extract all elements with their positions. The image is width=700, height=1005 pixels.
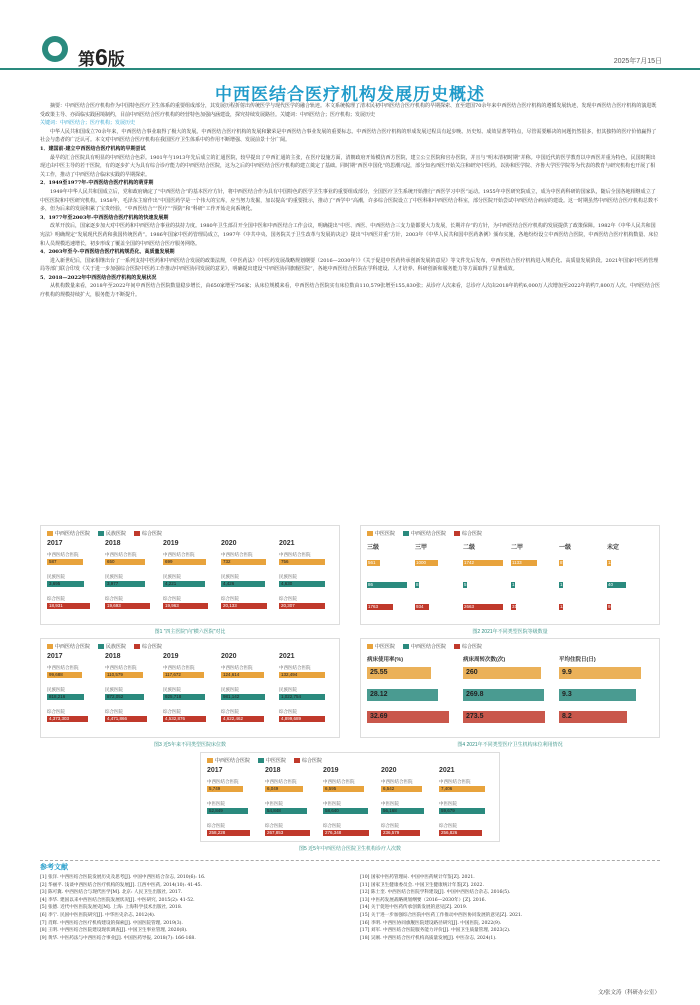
- legend-item: 综合医院: [134, 530, 162, 537]
- page-header: [0, 0, 700, 70]
- bar-value: 699: [165, 559, 173, 564]
- legend-swatch: [403, 531, 409, 536]
- series-label: 民族医院: [105, 574, 123, 579]
- section-3-text: 改革开放后，国家逐步加大对中医药和中西医结合事业的扶持力度。1980年卫生部召开全国中医和中西医结合工作会议，明确提出“中医、西医、中西医结合三支力量都要大力发展，长期并存”的方针，为中西医结合医疗机构的发展提供了政策保障。1982年《中华人民共和国宪法》明确规定“发展现代医药和我国传统医药”。1986年国家中医药管理局成立，1997年《中共中央、国务院关于卫生改革与发展的决定》提出“中西医并重”方针，2003年《中华人民共和国中医药条例》颁布实施，各地纷纷设立中西医结合医院，中西医结合医疗机构数量、床位和人员规模迅速增长，初步形成了覆盖全国的中西医结合医疗服务网络。: [40, 223, 659, 247]
- year-label: 2019: [163, 540, 179, 547]
- bar-value: 4,532,876: [165, 716, 186, 721]
- bar-value: 40: [608, 582, 614, 587]
- bar-value: 86: [368, 582, 374, 587]
- reference-item: [9] 黄华. 中医药法与中西医结合事业[J]. 中国医药导报, 2018(7): 166-168.: [40, 935, 196, 941]
- series-label: 中医医院: [323, 801, 341, 806]
- legend-item: 中西医结合医院: [403, 643, 446, 650]
- year-label: 2019: [163, 653, 179, 660]
- bar-value: 273.5: [466, 713, 484, 720]
- bar-value: 20,307: [281, 603, 295, 608]
- legend-item: 中西医结合医院: [403, 530, 446, 537]
- bar-value: 269.8: [466, 691, 484, 698]
- series-label: 综合医院: [47, 709, 65, 714]
- grade-label: 二级: [463, 545, 476, 551]
- legend-swatch: [47, 531, 53, 536]
- series-label: 中西医结合医院: [265, 779, 297, 784]
- year-label: 2020: [381, 767, 397, 774]
- legend-item: 中医医院: [258, 757, 286, 764]
- series-label: 中西医结合医院: [323, 779, 355, 784]
- newspaper-logo-icon: [42, 36, 68, 62]
- metric-label: 病床使用率(%): [367, 657, 404, 663]
- series-label: 中西医结合医院: [105, 552, 137, 557]
- year-label: 2021: [439, 767, 455, 774]
- bar-value: 8.2: [562, 713, 572, 720]
- bar-value: 925,718: [165, 694, 182, 699]
- series-label: 综合医院: [439, 823, 457, 828]
- legend-swatch: [367, 531, 373, 536]
- series-label: 中西医结合医院: [279, 665, 311, 670]
- chart-4-panel: [360, 638, 660, 738]
- series-label: 中西医结合医院: [47, 665, 79, 670]
- bar-value: 9.3: [562, 691, 572, 698]
- year-label: 2020: [221, 540, 237, 547]
- references-list: [40, 874, 660, 942]
- metric-label: 平均住院日(日): [559, 657, 596, 663]
- reference-item: [4] 李华. 建国以来中西医结合医院发展状况[J]. 中医研究, 2015(2): 41-52.: [40, 897, 195, 903]
- reference-item: [11] 国家卫生健康委员会. 中国卫生健康统计年鉴[Z]. 2022.: [360, 882, 484, 888]
- chart-3-caption: 图3 近5年来不同类型医院床位数: [154, 742, 226, 748]
- bar-value: 756: [281, 559, 289, 564]
- legend-swatch: [134, 531, 140, 536]
- reference-item: [15] 关于进一步加强综合医院中医药工作推动中西医协同发展的意见[Z]. 2021.: [360, 912, 523, 918]
- series-label: 综合医院: [381, 823, 399, 828]
- series-label: 中西医结合医院: [381, 779, 413, 784]
- edition-label: 第6版: [78, 44, 125, 70]
- chart-legend: [207, 757, 322, 764]
- keywords: 关键词：中西医结合；医疗机构；发展历史: [40, 120, 136, 127]
- section-2-title: 2．1949至1977年-中西医结合医疗机构的萌芽期: [40, 180, 154, 187]
- bar-value: 267,853: [267, 830, 284, 835]
- bar-value: 19,693: [107, 603, 121, 608]
- bar-value: 6,049: [267, 786, 279, 791]
- bar-value: 4,426: [223, 581, 235, 586]
- bar-value: 1: [512, 582, 515, 587]
- series-label: 中医医院: [207, 801, 225, 806]
- bar-value: 236,579: [383, 830, 400, 835]
- chart-2-caption: 图2 2021年不同类型医院等级数量: [472, 629, 548, 635]
- bar-value: 316: [512, 604, 520, 609]
- grade-label: 三级: [367, 545, 380, 551]
- legend-swatch: [134, 644, 140, 649]
- section-4-title: 4．2003年至今-中西医结合医疗机构规范化、高质量发展期: [40, 249, 175, 256]
- abstract: 摘要：中西医结合医疗机构作为中国特色医疗卫生体系的重要组成部分，其发展历程折射出传统医学与现代医学的融合轨迹。本文系统梳理了清末民初中西医结合医疗机构的早期探索、直至建国70余年来中西医结合医疗机构的遵循发展轨迹，发现中西医结合医疗机构的演进既受政策主导、亦面临实践困境制约，目前中西医结合医疗机构的经营特色加强内涵建设，探究持续发展路径。关键词：中西医结合；医疗机构；发展历史: [40, 103, 657, 118]
- legend-item: 中西医结合医院: [47, 643, 90, 650]
- bar-value: 4,221: [165, 581, 177, 586]
- series-label: 综合医院: [279, 709, 297, 714]
- bar-value: 28.12: [370, 691, 388, 698]
- bar-value: 276,348: [325, 830, 342, 835]
- legend-item: 综合医院: [454, 530, 482, 537]
- year-label: 2017: [207, 767, 223, 774]
- chart-1-panel: [40, 525, 340, 625]
- year-label: 2018: [105, 540, 121, 547]
- legend-swatch: [367, 644, 373, 649]
- bar-value: 3,977: [107, 581, 119, 586]
- series-label: 民族医院: [47, 687, 65, 692]
- bar-value: 91: [608, 604, 614, 609]
- bar-value: 4,373,303: [49, 716, 70, 721]
- legend-item: 综合医院: [134, 643, 162, 650]
- legend-swatch: [98, 531, 104, 536]
- bar-value: 4,630: [281, 581, 293, 586]
- bar-value: 117,672: [165, 672, 181, 677]
- year-label: 2017: [47, 540, 63, 547]
- grade-label: 二甲: [511, 545, 524, 551]
- year-label: 2019: [323, 767, 339, 774]
- bar-value: 19,963: [165, 603, 179, 608]
- series-label: 中西医结合医院: [279, 552, 311, 557]
- year-label: 2017: [47, 653, 63, 660]
- bar-value: 5: [464, 582, 467, 587]
- bar-value: 934: [416, 604, 424, 609]
- legend-item: 民族医院: [98, 643, 126, 650]
- series-label: 中医医院: [439, 801, 457, 806]
- bar-value: 54,848: [267, 808, 281, 813]
- bar-value: 59,679: [441, 808, 455, 813]
- reference-item: [7] 肖辉. 中西医结合医疗机构建设的探索[J]. 中国医院管理, 2019(3).: [40, 920, 183, 926]
- bar-value: 1: [560, 582, 563, 587]
- bar-value: 52,849: [209, 808, 223, 813]
- bar-value: 8: [416, 582, 419, 587]
- year-label: 2021: [279, 653, 295, 660]
- chart-5-caption: 图5 近5年中西医结合医院卫生机构诊疗人次数: [299, 846, 401, 852]
- series-label: 中医医院: [265, 801, 283, 806]
- series-label: 综合医院: [105, 596, 123, 601]
- bar-value: 99,688: [49, 672, 63, 677]
- bar-value: 872,052: [107, 694, 124, 699]
- series-label: 综合医院: [163, 596, 181, 601]
- bar-value: 7,406: [441, 786, 453, 791]
- series-label: 民族医院: [163, 687, 181, 692]
- reference-item: [5] 张德. 近代中医医院发展史[M]. 上海: 上海科学技术出版社, 2018.: [40, 905, 183, 911]
- section-1-title: 1．建国前-建立中西医结合医疗机构的早期尝试: [40, 145, 146, 152]
- bar-value: 12: [560, 604, 566, 609]
- references-title: 参考文献: [40, 864, 68, 871]
- series-label: 民族医院: [221, 574, 239, 579]
- bar-value: 5,749: [209, 786, 221, 791]
- metric-label: 病床周转次数(次): [463, 657, 506, 663]
- series-label: 综合医院: [323, 823, 341, 828]
- year-label: 2021: [279, 540, 295, 547]
- legend-item: 中西医结合医院: [47, 530, 90, 537]
- bar-value: 133: [608, 560, 616, 565]
- section-4-text: 进入新世纪后，国家相继出台了一系列支持中医药和中西医结合发展的政策法规，《中医药法》《中医药发展战略规划纲要（2016—2030年）》《关于促进中医药传承创新发展的意见》等文件先后发布，中西医结合医疗机构进入规范化、高质量发展阶段。2021年国家中医药管理局等部门联合印发《关于进一步加强综合医院中医药工作推动中西医协同发展的意见》，明确提出建设“中西医协同旗舰医院”，各地中西医结合医院在学科建设、人才培养、科研创新和服务能力等方面取得了显著成效。: [40, 257, 659, 273]
- series-label: 民族医院: [279, 574, 297, 579]
- bar-value: 6,542: [383, 786, 395, 791]
- bar-value: 260: [466, 669, 478, 676]
- reference-item: [18] 吴刚. 中西医结合医疗机构高质量发展[J]. 中医杂志, 2024(1).: [360, 935, 497, 941]
- reference-item: [14] 关于促进中医药传承创新发展的意见[Z]. 2019.: [360, 905, 468, 911]
- bar-value: 258,228: [209, 830, 226, 835]
- reference-item: [6] 李宁. 民国中医医院研究[J]. 中华医史杂志, 2012(4).: [40, 912, 156, 918]
- year-label: 2018: [265, 767, 281, 774]
- bar-value: 1742: [464, 560, 475, 565]
- series-label: 综合医院: [207, 823, 225, 828]
- year-label: 2018: [105, 653, 121, 660]
- legend-swatch: [454, 644, 460, 649]
- legend-item: 民族医院: [98, 530, 126, 537]
- year-label: 2020: [221, 653, 237, 660]
- series-label: 中医医院: [381, 801, 399, 806]
- issue-date: 2025年7月15日: [613, 58, 662, 65]
- series-label: 中西医结合医院: [163, 665, 195, 670]
- series-label: 综合医院: [221, 709, 239, 714]
- reference-item: [12] 陈士奎. 中西医结合医院学科建设[J]. 中国中西医结合杂志, 2016(5).: [360, 890, 511, 896]
- bar-value: 132,494: [281, 672, 298, 677]
- chart-5-panel: [200, 752, 500, 842]
- reference-item: [16] 李明. 中西医协同旗舰医院建设路径研究[J]. 中国医院, 2022(9).: [360, 920, 502, 926]
- chart-4-caption: 图4 2021年不同类型医疗卫生机构床位利用情况: [457, 742, 563, 748]
- bar-value: 1000: [416, 560, 427, 565]
- series-label: 中西医结合医院: [221, 552, 253, 557]
- reference-item: [8] 王明. 中西医结合医院建设现状调查[J]. 中国卫生事业管理, 2020(8).: [40, 928, 188, 934]
- chart-1-caption: 图1 “四主医院”向“横六医院”对比: [154, 629, 226, 635]
- series-label: 综合医院: [105, 709, 123, 714]
- bar-value: 981,142: [223, 694, 240, 699]
- section-1-text: 最早的汇合医院具有明显的中西医结合色彩。1901年与1913年先后成立的汇通医院，较早提出了中西汇通的主张，在医疗设施方面，清朝政府开始模仿西方医院，建立公立医院和官办医院，并且与“明末清初时期”并称。中国近代的医学教育以中西医并重为特色，民国时期出现过由中医主导的若干医院，有的逐步扩大为具有综合诊疗能力的中西医结合医院，这为之后的中西医结合医疗机构的建立奠定了基础。同时期“西医中国化”的思潮兴起，部分知名西医开始关注和研究中医药，以协和医学院、齐鲁大学医学院等为代表的教育与研究机构也开展了相关工作，推动了中西医结合临床实践的早期探索。: [40, 154, 656, 178]
- bar-value: 1133: [512, 560, 522, 565]
- series-label: 综合医院: [163, 709, 181, 714]
- legend-item: 中医医院: [367, 530, 395, 537]
- reference-item: [10] 国家中医药管理局. 中国中医药统计年鉴[Z]. 2021.: [360, 875, 475, 880]
- series-label: 中西医结合医院: [439, 779, 471, 784]
- bar-value: 9.9: [562, 669, 572, 676]
- reference-item: [17] 刘军. 中西医结合医院服务能力评价[J]. 中国卫生质量管理, 2023(2).: [360, 928, 511, 934]
- series-label: 综合医院: [265, 823, 283, 828]
- section-5-text: 从机构数量来看，2018年至2022年间中西医结合医院数量稳步增长，由650家增至756家；从床位规模来看，中西医结合医院实有床位数由110,579张增至155,830张；从诊疗人次来看，总诊疗人次由2018年的约6,000万人次增加至2022年的约7,800万人次。中西医结合医疗机构的规模持续扩大，服务能力不断提升。: [40, 283, 660, 299]
- chart-legend: [367, 530, 482, 537]
- legend-swatch: [207, 758, 213, 763]
- series-label: 民族医院: [221, 687, 239, 692]
- bar-value: 87: [560, 560, 566, 565]
- bar-value: 56,168: [383, 808, 397, 813]
- intro-paragraph: 中华人民共和国成立70余年来，中西医结合事业取得了极大的发展。中西医结合医疗机构的发展和繁荣是中西医结合事业发展的重要标志。中西医结合医疗机构的形成发展过程具有起步晚、历史短、成效显著等特点，尽管需要解决的问题仍然很多，但其独特的医疗价值赢得了社会与患者的广泛认可。本文对中西医结合医疗机构在我国医疗卫生体系中的作用不断增强、发展前景十分广阔。: [40, 128, 657, 144]
- chart-2-panel: [360, 525, 660, 625]
- section-3-title: 3．1977年至2003年-中西医结合医疗机构的快速发展期: [40, 214, 169, 221]
- chart-legend: [47, 643, 162, 650]
- bar-value: 3,695: [49, 581, 61, 586]
- author-line: 文/张文涛（科研办公室）: [597, 990, 660, 996]
- chart-legend: [367, 643, 482, 650]
- article-body: [40, 102, 660, 300]
- reference-item: [1] 张洋. 中西医结合医院发展历史及思考[J]. 中国中西医结合杂志, 2010(6): 16.: [40, 875, 206, 880]
- reference-item: [13] 中医药发展战略规划纲要（2016—2030年）[Z]. 2016.: [360, 897, 487, 903]
- bar-value: 58,640: [325, 808, 339, 813]
- series-label: 中西医结合医院: [105, 665, 137, 670]
- bar-value: 4,899,689: [281, 716, 302, 721]
- legend-item: 中医医院: [367, 643, 395, 650]
- bar-value: 32.69: [370, 713, 388, 720]
- legend-swatch: [294, 758, 300, 763]
- series-label: 综合医院: [221, 596, 239, 601]
- bar-value: 124,614: [223, 672, 240, 677]
- bar-value: 732: [223, 559, 231, 564]
- legend-swatch: [98, 644, 104, 649]
- series-label: 民族医院: [105, 687, 123, 692]
- series-label: 综合医院: [279, 596, 297, 601]
- legend-swatch: [258, 758, 264, 763]
- bar-value: 25.55: [370, 669, 388, 676]
- bar-value: 561: [368, 560, 376, 565]
- chart-legend: [47, 530, 162, 537]
- series-label: 民族医院: [279, 687, 297, 692]
- bar-value: 256,826: [441, 830, 458, 835]
- chart-3-panel: [40, 638, 340, 738]
- bar-value: 110,579: [107, 672, 123, 677]
- series-label: 中西医结合医院: [47, 552, 79, 557]
- bar-value: 650: [107, 559, 115, 564]
- grade-label: 未定: [607, 545, 620, 551]
- series-label: 民族医院: [47, 574, 65, 579]
- bar-value: 20,133: [223, 603, 237, 608]
- bar-value: 2663: [464, 604, 475, 609]
- series-label: 综合医院: [47, 596, 65, 601]
- legend-swatch: [403, 644, 409, 649]
- grade-label: 一级: [559, 545, 572, 551]
- legend-item: 中西医结合医院: [207, 757, 250, 764]
- bar-value: 6,595: [325, 786, 337, 791]
- bar-value: 4,622,462: [223, 716, 244, 721]
- series-label: 中西医结合医院: [163, 552, 195, 557]
- article-title: 中西医结合医疗机构发展历史概述: [215, 85, 485, 104]
- grade-label: 三甲: [415, 545, 428, 551]
- legend-swatch: [47, 644, 53, 649]
- bar-value: 18,931: [49, 603, 63, 608]
- reference-item: [2] 华丽平. 浅谈中西医结合医疗机构的发展[J]. 江西中医药, 2014(10): 41-45.: [40, 882, 203, 888]
- bar-value: 587: [49, 559, 57, 564]
- series-label: 民族医院: [163, 574, 181, 579]
- section-2-text: 1949年中华人民共和国成立后，党和政府确定了“中西医结合”的基本医疗方针，将中西医结合作为具有中国特色的医学卫生事业的重要组成部分，全国医疗卫生系统开始推行“西医学习中医”运动。1955年中医研究院成立，成为中医药科研的国家队，随后全国各地相继成立了中医医院和中医研究机构。1958年，毛泽东主席作出“中国医药学是一个伟大的宝库，应当努力发掘，加以提高”的重要批示，推动了“西学中”高潮，许多综合医院设立了中医科和中西医结合科室，部分医院开始尝试中西医结合病房的建设。这一时期虽然中西医结合医疗机构总数不多，但为后来的发展积累了宝贵经验，“中西医结合”“医疗”“预防”和“科研”工作开始走向系统化。: [40, 188, 658, 213]
- series-label: 中西医结合医院: [207, 779, 239, 784]
- bar-value: 4,471,866: [107, 716, 128, 721]
- bar-value: 1763: [368, 604, 379, 609]
- bar-value: 1,022,754: [281, 694, 302, 699]
- series-label: 中西医结合医院: [221, 665, 253, 670]
- legend-swatch: [454, 531, 460, 536]
- legend-item: 综合医院: [454, 643, 482, 650]
- divider: [40, 860, 660, 861]
- bar-value: 818,216: [49, 694, 66, 699]
- legend-item: 综合医院: [294, 757, 322, 764]
- reference-item: [3] 陈可冀. 中西医结合与现代医学[M]. 北京: 人民卫生出版社, 2017.: [40, 890, 183, 896]
- section-5-title: 5．2018—2022年中西医结合医疗机构的发展状况: [40, 274, 157, 281]
